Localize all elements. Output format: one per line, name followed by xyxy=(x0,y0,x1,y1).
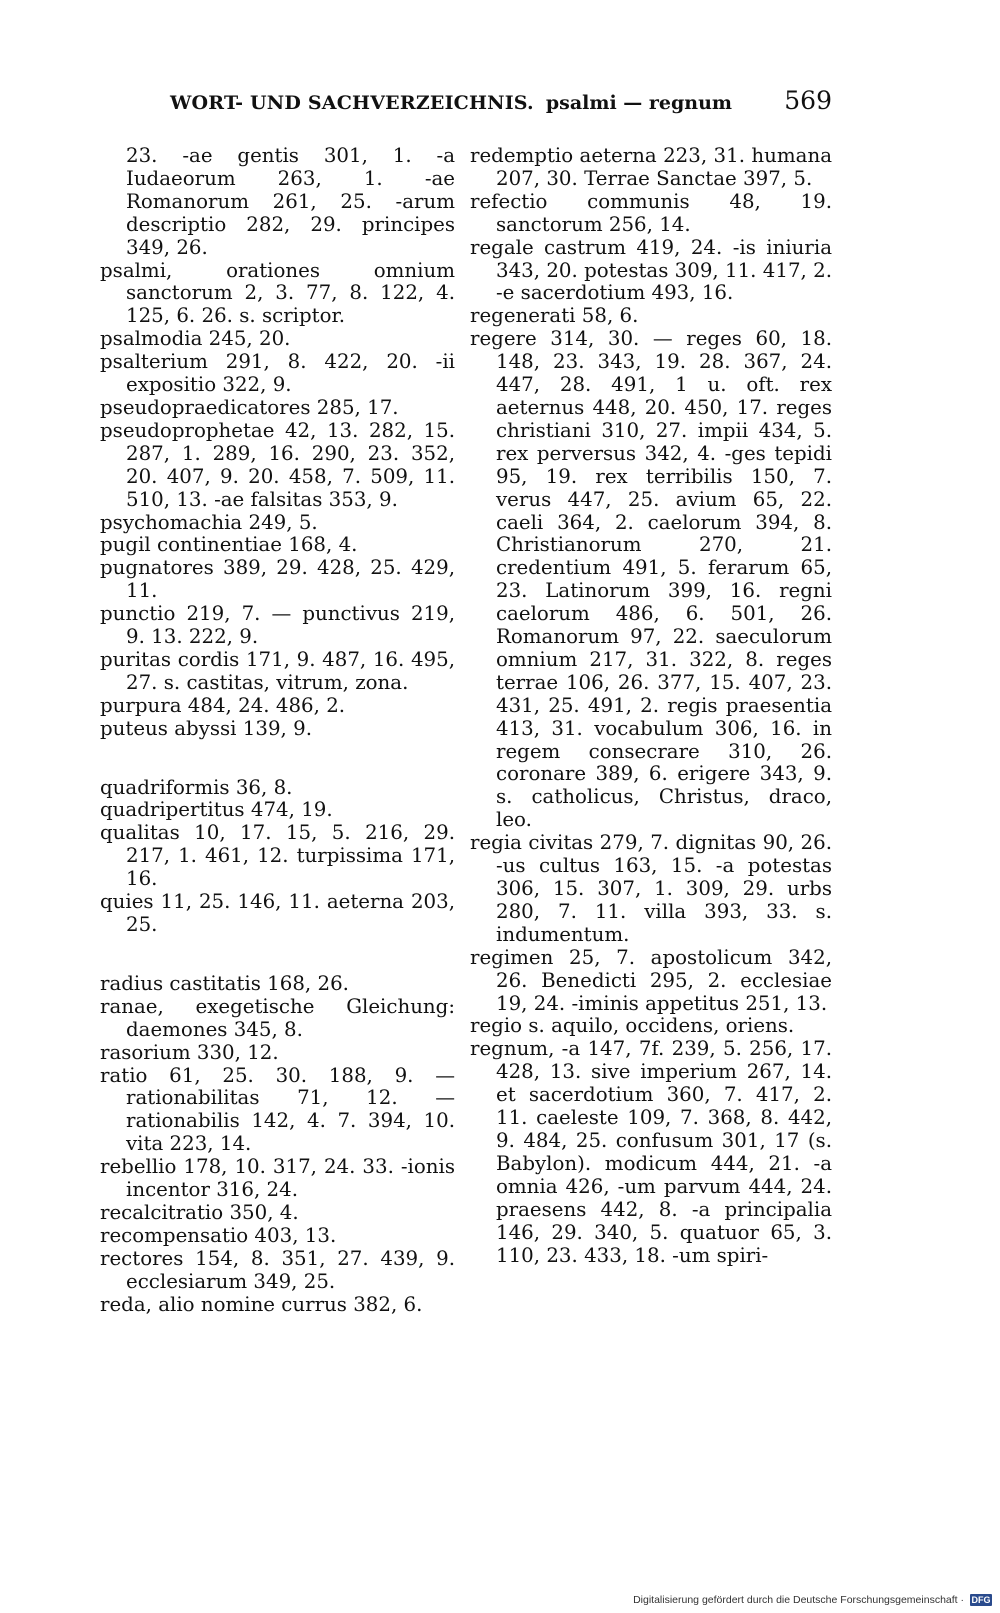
dfg-logo-icon: DFG xyxy=(971,1595,991,1605)
index-entry: regale castrum 419, 24. -is iniuria 343, 20. potestas 309, 11. 417, 2. -e sacerdotium 493, 16. xyxy=(470,235,832,305)
index-entry: psalmodia 245, 20. xyxy=(100,327,291,351)
index-entry: recompensatio 403, 13. xyxy=(100,1223,337,1247)
index-entry: rebellio 178, 10. 317, 24. 33. -ionis incentor 316, 24. xyxy=(100,1155,455,1202)
index-entry: puritas cordis 171, 9. 487, 16. 495, 27. s. castitas, vitrum, zona. xyxy=(100,647,455,694)
index-entry: pugnatores 389, 29. 428, 25. 429, 11. xyxy=(100,556,455,603)
index-entry: regere 314, 30. — reges 60, 18. 148, 23. 343, 19. 28. 367, 24. 447, 28. 491, 1 u. oft. rex aeternus 448, 20. 450, 17. reges christiani 310, 27. impii 434, 5. rex perversus 342, 4. -ges tepidi 95, 19. rex terribilis 150, 7. verus 447, 25. avium 65, 22. caeli 364, 2. caelorum 394, 8. Christianorum 270, 21. credentium 491, 5. ferarum 65, 23. Latinorum 399, 16. regni caelorum 486, 6. 501, 26. Romanorum 97, 22. saeculorum omnium 217, 31. 322, 8. reges terrae 106, 26. 377, 15. 407, 23. 431, 25. 491, 2. regis praesentia 413, 31. vocabulum 306, 16. in regem consecrare 310, 26. coronare 389, 6. erigere 343, 9. s. catholicus, Christus, draco, leo. xyxy=(470,327,832,832)
index-entry: rectores 154, 8. 351, 27. 439, 9. ecclesiarum 349, 25. xyxy=(100,1246,455,1293)
index-entry: regio s. aquilo, occidens, oriens. xyxy=(470,1014,795,1038)
right-column xyxy=(470,145,832,1267)
index-entry: redemptio aeterna 223, 31. humana 207, 30. Terrae Sanctae 397, 5. xyxy=(470,144,832,190)
section-gap xyxy=(100,741,455,777)
index-entry: radius castitatis 168, 26. xyxy=(100,971,349,995)
index-entry: refectio communis 48, 19. sanctorum 256, 14. xyxy=(470,189,832,236)
index-entry: psalmi, orationes omnium sanctorum 2, 3. 77, 8. 122, 4. 125, 6. 26. s. scriptor. xyxy=(100,258,455,328)
header-range: psalmi — regnum xyxy=(545,92,733,114)
left-column xyxy=(100,145,455,1317)
index-entry: quadriformis 36, 8. xyxy=(100,775,293,799)
index-entry: regnum, -a 147, 7f. 239, 5. 256, 17. 428, 13. sive imperium 267, 14. et sacerdotium 360, 7. 417, 2. 11. caeleste 109, 7. 368, 8. 442, 9. 484, 25. confusum 301, 17 (s. Babylon). modicum 444, 21. -a omnia 426, -um parvum 444, 24. praesens 442, 8. -a principalia 146, 29. 340, 5. quatuor 65, 3. 110, 23. 433, 18. -um spiri- xyxy=(470,1037,832,1267)
index-entry: pseudoprophetae 42, 13. 282, 15. 287, 1. 289, 16. 290, 23. 352, 20. 407, 9. 20. 458, 7. 509, 11. 510, 13. -ae falsitas 353, 9. xyxy=(100,418,455,511)
digitization-footer xyxy=(633,1593,992,1607)
index-entry: pseudopraedicatores 285, 17. xyxy=(100,395,399,419)
index-entry: punctio 219, 7. — punctivus 219, 9. 13. 222, 9. xyxy=(100,602,455,649)
index-entry: regia civitas 279, 7. dignitas 90, 26. -us cultus 163, 15. -a potestas 306, 15. 307, 1. 309, 29. urbs 280, 7. 11. villa 393, 33. s. indumentum. xyxy=(470,831,832,946)
index-entry: regenerati 58, 6. xyxy=(470,304,639,328)
section-gap xyxy=(100,937,455,973)
index-entry: quies 11, 25. 146, 11. aeterna 203, 25. xyxy=(100,890,455,936)
index-entry: reda, alio nomine currus 382, 6. xyxy=(100,1292,423,1316)
index-entry: psalterium 291, 8. 422, 20. -ii expositio 322, 9. xyxy=(100,350,455,397)
index-entry: ratio 61, 25. 30. 188, 9. — rationabilitas 71, 12. — rationabilis 142, 4. 7. 394, 10. vita 223, 14. xyxy=(100,1063,455,1156)
index-entry: qualitas 10, 17. 15, 5. 216, 29. 217, 1. 461, 12. turpissima 171, 16. xyxy=(100,821,455,891)
index-entry: quadripertitus 474, 19. xyxy=(100,798,333,822)
header-title: WORT- UND SACHVERZEICHNIS. xyxy=(170,92,534,114)
footer-credit: Digitalisierung gefördert durch die Deutsche Forschungsgemeinschaft · xyxy=(633,1594,964,1606)
index-entry: recalcitratio 350, 4. xyxy=(100,1200,299,1224)
index-entry: 23. -ae gentis 301, 1. -a Iudaeorum 263, 1. -ae Romanorum 261, 25. -arum descriptio 282, 29. principes 349, 26. xyxy=(126,144,455,259)
index-entry: ranae, exegetische Gleichung: daemones 345, 8. xyxy=(100,994,455,1041)
running-header xyxy=(170,86,832,120)
index-entry: psychomachia 249, 5. xyxy=(100,510,318,534)
index-entry: puteus abyssi 139, 9. xyxy=(100,716,312,740)
index-entry: purpura 484, 24. 486, 2. xyxy=(100,693,346,717)
index-entry: rasorium 330, 12. xyxy=(100,1040,279,1064)
index-entry: pugil continentiae 168, 4. xyxy=(100,533,358,557)
index-entry: regimen 25, 7. apostolicum 342, 26. Benedicti 295, 2. ecclesiae 19, 24. -iminis appetitus 251, 13. xyxy=(470,945,832,1015)
page-number: 569 xyxy=(784,86,832,115)
